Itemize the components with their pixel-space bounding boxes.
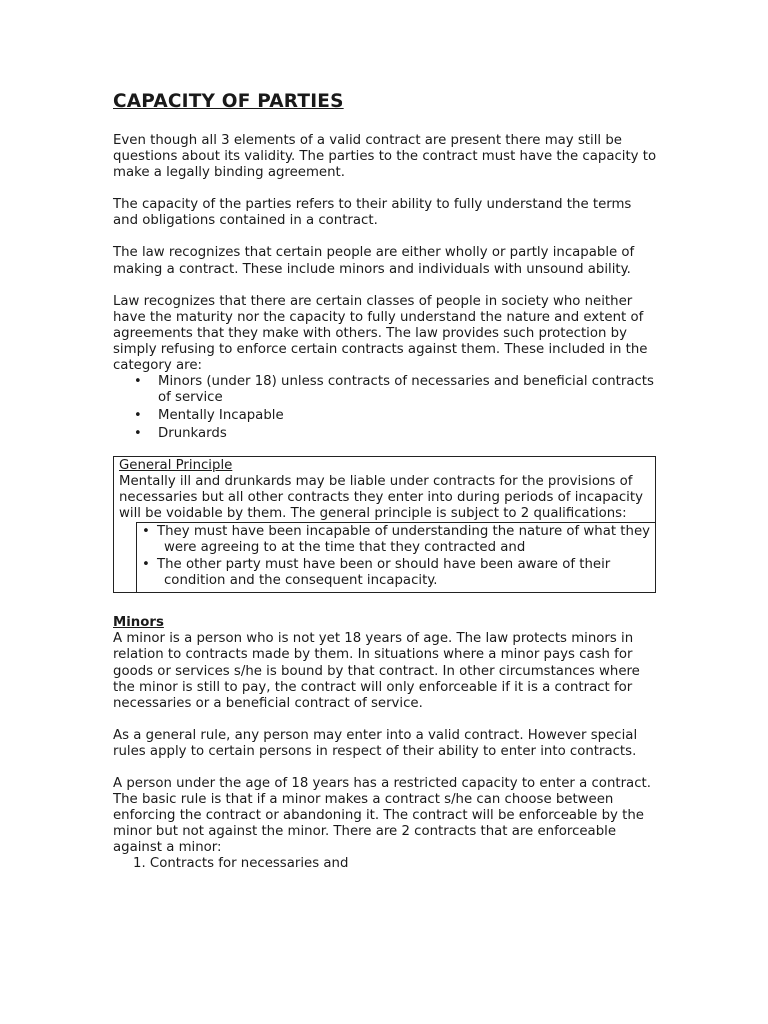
general-principle-body	[114, 457, 655, 522]
category-item-minors: • Minors (under 18) unless contracts of necessaries and beneficial contracts of service	[113, 374, 658, 406]
category-item-mentally-incapable: • Mentally Incapable	[113, 408, 658, 424]
category-list	[113, 374, 658, 442]
minors-heading: Minors	[113, 615, 164, 631]
minors-definition-paragraph: A minor is a person who is not yet 18 years of age. The law protects minors in relation to contracts made by them. In situations where a minor pays cash for goods or services s/he is bound by that contract. In other circumstances where the minor is still to pay, the contract will only enforceable if it is a contract for necessaries or a beneficial contract of service.	[113, 631, 640, 711]
incapable-persons-paragraph: The law recognizes that certain people are either wholly or partly incapable of making a contract. These include minors and individuals with unsound ability.	[113, 245, 635, 277]
page-title: CAPACITY OF PARTIES	[113, 91, 344, 112]
general-rule-paragraph: As a general rule, any person may enter into a valid contract. However special rules apply to certain persons in respect of their ability to enter into contracts.	[113, 727, 638, 759]
enforceable-contract-item: 1. Contracts for necessaries and	[133, 856, 349, 872]
general-principle-text: Mentally ill and drunkards may be liable under contracts for the provisions of necessaries but all other contracts they enter into during periods of incapacity will be voidable by them. The general principle is subject to 2 qualifications:	[119, 473, 643, 521]
document-page	[113, 90, 658, 873]
general-principle-box	[113, 456, 656, 594]
qualification-item: • The other party must have been or should have been aware of their condition and the consequent incapacity.	[137, 557, 655, 589]
category-item-drunkards: • Drunkards	[113, 426, 658, 442]
qualification-item: • They must have been incapable of understanding the nature of what they were agreeing to at the time that they contracted and	[137, 524, 655, 556]
intro-paragraph: Even though all 3 elements of a valid contract are present there may still be questions about its validity. The parties to the contract must have the capacity to make a legally binding agreement.	[113, 133, 657, 181]
basic-rule-paragraph: The basic rule is that if a minor makes a contract s/he can choose between enforcing the contract or abandoning it. The contract will be enforceable by the minor but not against the minor. There are 2 contracts that are enforceable against a minor:	[113, 792, 644, 856]
qualifications-box	[136, 522, 655, 592]
enforceable-contracts-list	[113, 856, 658, 872]
classes-of-people-paragraph: Law recognizes that there are certain classes of people in society who neither have the maturity nor the capacity to fully understand the nature and extent of agreements that they make with others. The law provides such protection by simply refusing to enforce certain contracts against them. These included in the category are:	[113, 293, 648, 374]
qualifications-list	[137, 524, 655, 589]
capacity-definition-paragraph: The capacity of the parties refers to their ability to fully understand the terms and obligations contained in a contract.	[113, 197, 632, 229]
general-principle-title: General Principle	[119, 457, 233, 473]
restricted-capacity-paragraph: A person under the age of 18 years has a restricted capacity to enter a contract.	[113, 776, 651, 791]
